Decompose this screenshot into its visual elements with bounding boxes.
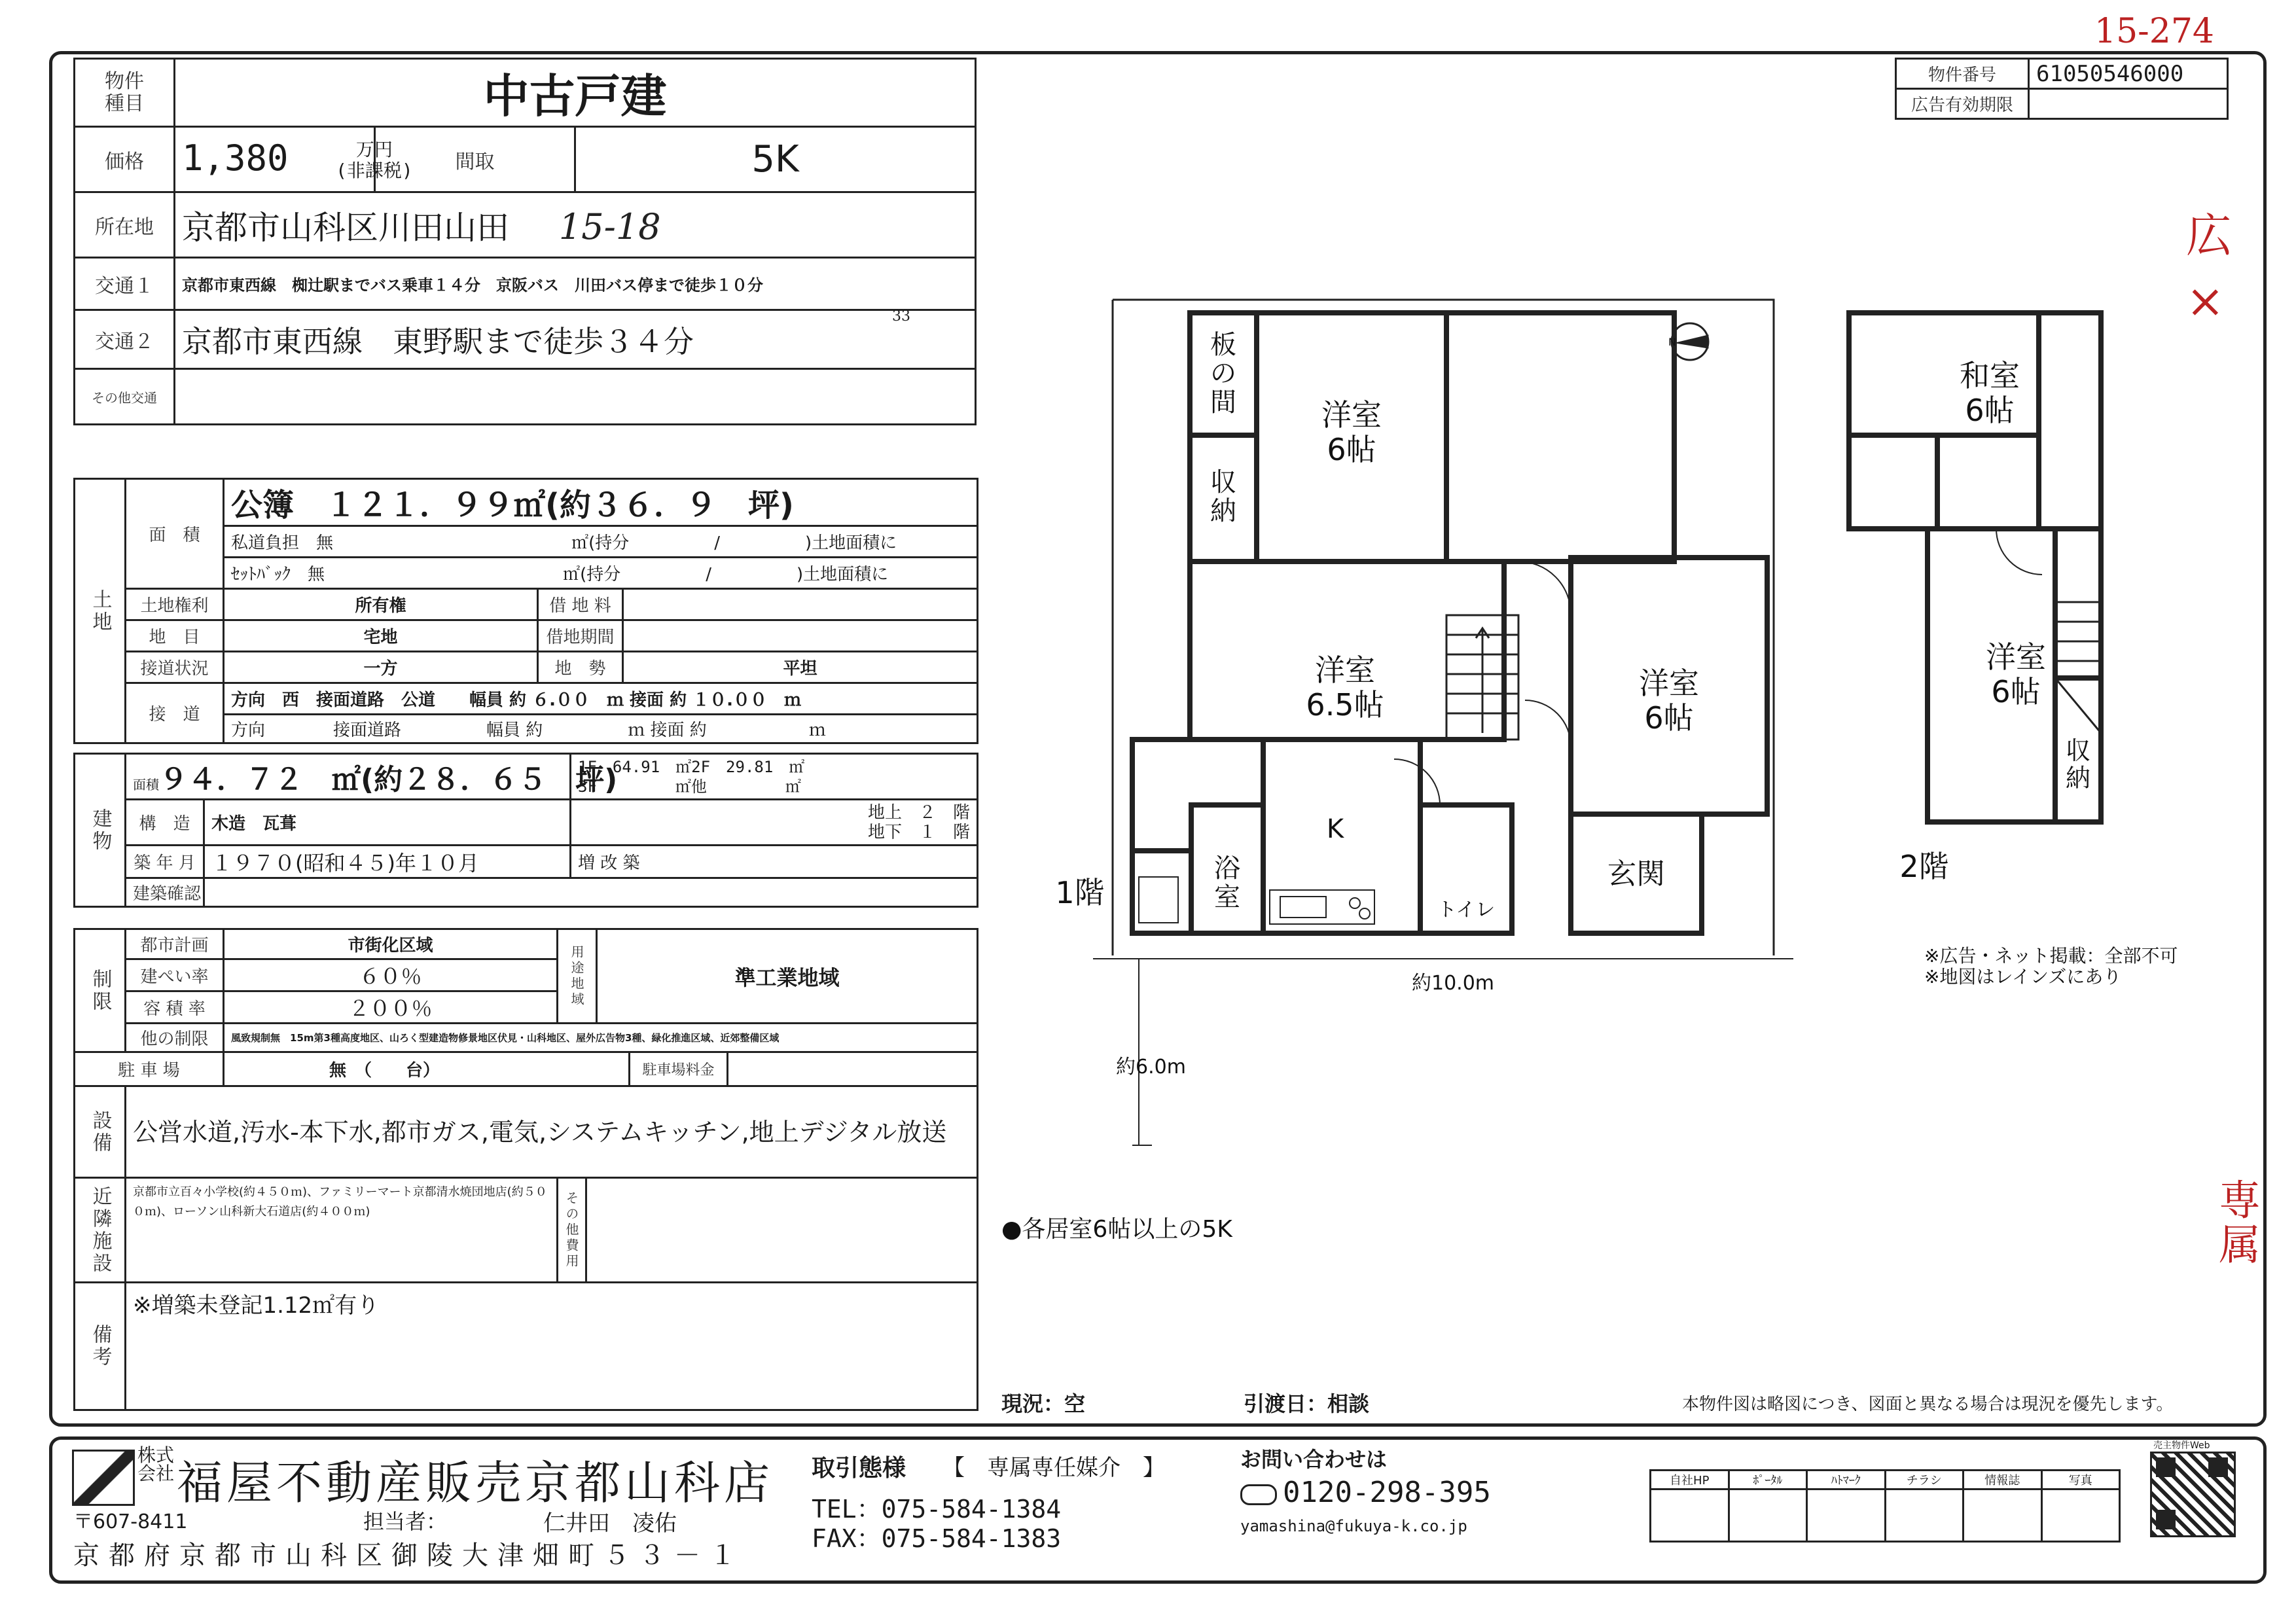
coverage-value: ６０％: [224, 959, 558, 991]
tel-number[interactable]: TEL：075-584-1384: [812, 1495, 1062, 1524]
building-section-label: 建物: [75, 754, 126, 907]
facilities-table: [73, 1085, 978, 1179]
layout-label: 間取: [375, 127, 575, 192]
parking-value: 無 （ 台）: [224, 1052, 630, 1086]
room-western-65-label: 洋室 6.5帖: [1306, 652, 1384, 722]
land-area-label: 面 積: [126, 479, 224, 589]
note-map: ※地図はレインズにあり: [1924, 966, 2122, 988]
qr-code-icon[interactable]: [2150, 1452, 2236, 1537]
parking-table: [73, 1051, 978, 1087]
qr-label: 売主物件Web: [2153, 1440, 2210, 1451]
media-table: [1649, 1469, 2121, 1543]
parking-fee-label: 駐車場料金: [630, 1052, 728, 1086]
land-category-label: 地 目: [126, 620, 224, 652]
disclaimer-text: 本物件図は略図につき、図面と異なる場合は現況を優先します。: [1682, 1395, 2174, 1414]
depth-dimension: 約6.0m: [1116, 1056, 1186, 1079]
bath-label: 浴室: [1214, 853, 1240, 912]
deal-label: 取引態様: [812, 1455, 906, 1482]
storage-label-2f: 収納: [2065, 736, 2091, 793]
handwritten-ad-mark: 広×: [2186, 209, 2232, 328]
built-value: １９７０(昭和４５)年１０月: [204, 846, 571, 878]
company-prefix: 株式会社: [137, 1444, 175, 1484]
building-area-label: 面積: [133, 776, 159, 793]
nearby-label: 近隣施設: [75, 1178, 126, 1283]
room-western-6-label: 洋室 6帖: [1321, 397, 1382, 467]
media-magazine: 情報誌: [1964, 1471, 2042, 1489]
land-rights-label: 土地権利: [126, 589, 224, 620]
location-handwritten: 15-18: [558, 205, 661, 247]
storage-label-1f: 収納: [1210, 467, 1236, 526]
property-no-label: 物件番号: [1896, 59, 2029, 89]
lease-term-label: 借地期間: [538, 620, 623, 652]
restriction-table: [73, 928, 978, 1053]
handwritten-code: 15-274: [2094, 12, 2214, 51]
media-hp: 自社HP: [1651, 1471, 1729, 1489]
handover-text: 引渡日：相談: [1244, 1391, 1370, 1416]
transport1-value: 京都市東西線 椥辻駅までバス乗車１４分 京阪バス 川田バス停まで徒歩１０分: [175, 258, 976, 310]
other-transport-value: [175, 369, 976, 425]
other-transport-label: その他交通: [75, 369, 175, 425]
transport2-value: 京都市東西線 東野駅まで徒歩３４分: [182, 323, 694, 359]
freedial-icon: [1240, 1484, 1277, 1505]
type-value: 中古戸建: [175, 59, 976, 127]
summary-table: [73, 58, 977, 425]
deal-value: 【 専属専任媒介 】: [942, 1455, 1165, 1481]
staff-name: 仁井田 凌佑: [543, 1510, 677, 1537]
width-dimension: 約10.0m: [1411, 972, 1495, 995]
note-ad-restriction: ※広告・ネット掲載：全部不可: [1924, 945, 2178, 967]
property-no-value: 61050546000: [2029, 59, 2228, 89]
coverage-label: 建ぺい率: [126, 959, 224, 991]
freedial-number[interactable]: 0120-298-395: [1283, 1476, 1491, 1509]
transport2-label: 交通２: [75, 310, 175, 369]
road-contact-label: 接道状況: [126, 652, 224, 683]
price-tax-note: (非課税): [336, 160, 413, 182]
media-header-row: [1651, 1471, 2120, 1489]
floor-plan: [982, 275, 2265, 1243]
road-label: 接 道: [126, 683, 224, 743]
first-floor-stairs: [1446, 615, 1518, 740]
remarks-table: [73, 1281, 978, 1411]
setback-value: 無: [308, 565, 325, 584]
building-area-value: ９４．７２ ㎡(約２８．６５ 坪): [159, 762, 618, 796]
city-plan-value: 市街化区域: [224, 929, 558, 959]
setback-label: ｾｯﾄﾊﾞｯｸ: [231, 565, 291, 584]
setback-tail: ㎡(持分 / )土地面積に: [563, 565, 889, 584]
remarks-value: ※増築未登記1.12㎡有り: [126, 1283, 978, 1410]
price-unit: 万円: [355, 139, 393, 161]
facilities-value: 公営水道,汚水-本下水,都市ガス,電気,システムキッチン,地上デジタル放送: [126, 1086, 978, 1178]
extension-label: 増 改 築: [578, 853, 640, 873]
location-label: 所在地: [75, 192, 175, 258]
media-portal: ﾎﾟｰﾀﾙ: [1729, 1471, 1807, 1489]
property-number-table: [1895, 58, 2229, 120]
land-table: [73, 478, 978, 744]
terrain-value: 平坦: [623, 652, 978, 683]
structure-label: 構 造: [126, 800, 204, 846]
price-label: 価格: [75, 127, 175, 192]
far-label: 容 積 率: [126, 991, 224, 1024]
facilities-label: 設備: [75, 1086, 126, 1178]
media-flyer: チラシ: [1885, 1471, 1964, 1489]
media-photo: 写真: [2041, 1471, 2120, 1489]
nearby-table: [73, 1177, 978, 1283]
city-plan-label: 都市計画: [126, 929, 224, 959]
remarks-label: 備考: [75, 1283, 126, 1410]
other-restriction-value: 風致規制無 15m第3種高度地区、山ろく型建造物修景地区伏見・山科地区、屋外広告物3種、緑化推進区域、近郊整備区域: [224, 1024, 978, 1052]
zone-label: 用途地域: [558, 929, 597, 1024]
fax-number: FAX：075-584-1383: [812, 1524, 1062, 1553]
nearby-value: 京都市立百々小学校(約４５０ｍ)、ファミリーマート京都清水焼団地店(約５００ｍ)、ローソン山科新大石道店(約４００ｍ): [126, 1178, 558, 1283]
feature-text: ●各居室6帖以上の5K: [1001, 1216, 1232, 1243]
media-hatomark: ﾊﾄﾏｰｸ: [1807, 1471, 1886, 1489]
road-contact-value: 一方: [224, 652, 538, 683]
restriction-section-label: 制限: [75, 929, 126, 1052]
ad-validity-label: 広告有効期限: [1896, 89, 2029, 119]
road1-value: 方向 西 接面道路 公道 幅員 約 ６.００ ｍ 接面 約 １０.００ ｍ: [224, 683, 978, 715]
private-road-tail: ㎡(持分 / )土地面積に: [571, 533, 897, 553]
land-section-label: 土地: [75, 479, 126, 743]
confirm-label: 建築確認: [126, 878, 204, 907]
company-address: 京都府京都市山科区御陵大津畑町５３－１: [73, 1541, 745, 1571]
kitchen-label: K: [1326, 814, 1344, 844]
itanoma-label: 板の間: [1210, 330, 1236, 418]
lease-fee-label: 借 地 料: [538, 589, 623, 620]
company-logo: [72, 1450, 135, 1506]
staff-label: 担当者：: [363, 1509, 448, 1534]
building-table: [73, 753, 978, 908]
land-area-value: 公簿 １２１．９９㎡(約３６．９ 坪): [224, 479, 978, 526]
built-label: 築 年 月: [126, 846, 204, 878]
private-road-label: 私道負担: [231, 533, 300, 553]
zone-value: 準工業地域: [597, 929, 978, 1024]
condition-text: 現況：空: [1001, 1391, 1086, 1416]
land-category-value: 宅地: [224, 620, 538, 652]
layout-value: 5K: [575, 127, 976, 192]
parking-label: 駐 車 場: [75, 1052, 224, 1086]
private-road-value: 無: [316, 533, 334, 553]
toilet-label: トイレ: [1437, 899, 1496, 921]
handwritten-exclusive-mark: 専属: [2212, 1178, 2260, 1267]
land-rights-value: 所有権: [224, 589, 538, 620]
terrain-label: 地 勢: [538, 652, 623, 683]
type-label: 物件 種目: [75, 59, 175, 127]
floors-below: 地下 １ 階: [867, 822, 970, 842]
company-name: 福屋不動産販売京都山科店: [177, 1456, 774, 1510]
transport1-label: 交通１: [75, 258, 175, 310]
compass-icon: [1672, 323, 1708, 360]
location-value: 京都市山科区川田山田: [182, 208, 509, 247]
other-cost-label: その他費用: [558, 1178, 586, 1283]
floor-detail-1: 1F 64.91 ㎡2F 29.81 ㎡: [578, 757, 805, 776]
far-value: ２００％: [224, 991, 558, 1024]
floors-above: 地上 ２ 階: [867, 802, 970, 823]
second-floor-label: 2階: [1899, 849, 1949, 884]
room-western-6b-label: 洋室 6帖: [1639, 666, 1699, 736]
road2-value: 方向 接面道路 幅員 約 ｍ 接面 約 ｍ: [224, 715, 978, 743]
room-western-2f-label: 洋室 6帖: [1986, 639, 2046, 709]
entrance-label: 玄関: [1607, 857, 1665, 891]
first-floor-label: 1階: [1055, 875, 1105, 910]
transport2-correction: 33: [892, 308, 910, 325]
other-restriction-label: 他の制限: [126, 1024, 224, 1052]
structure-value: 木造 瓦葺: [204, 800, 571, 846]
compass-north: N: [1668, 336, 1676, 348]
ad-validity-value: [2029, 89, 2228, 119]
inquiry-label: お問い合わせは: [1240, 1447, 1388, 1472]
floor-detail-2: 3F ㎡他 ㎡: [578, 777, 801, 796]
kitchen-counter: [1139, 877, 1374, 924]
room-japanese-label: 和室 6帖: [1960, 358, 2020, 428]
postal-code: 〒607-8411: [73, 1510, 188, 1533]
price-value: 1,380: [182, 137, 289, 179]
email-address[interactable]: yamashina@fukuya-k.co.jp: [1240, 1517, 1467, 1535]
